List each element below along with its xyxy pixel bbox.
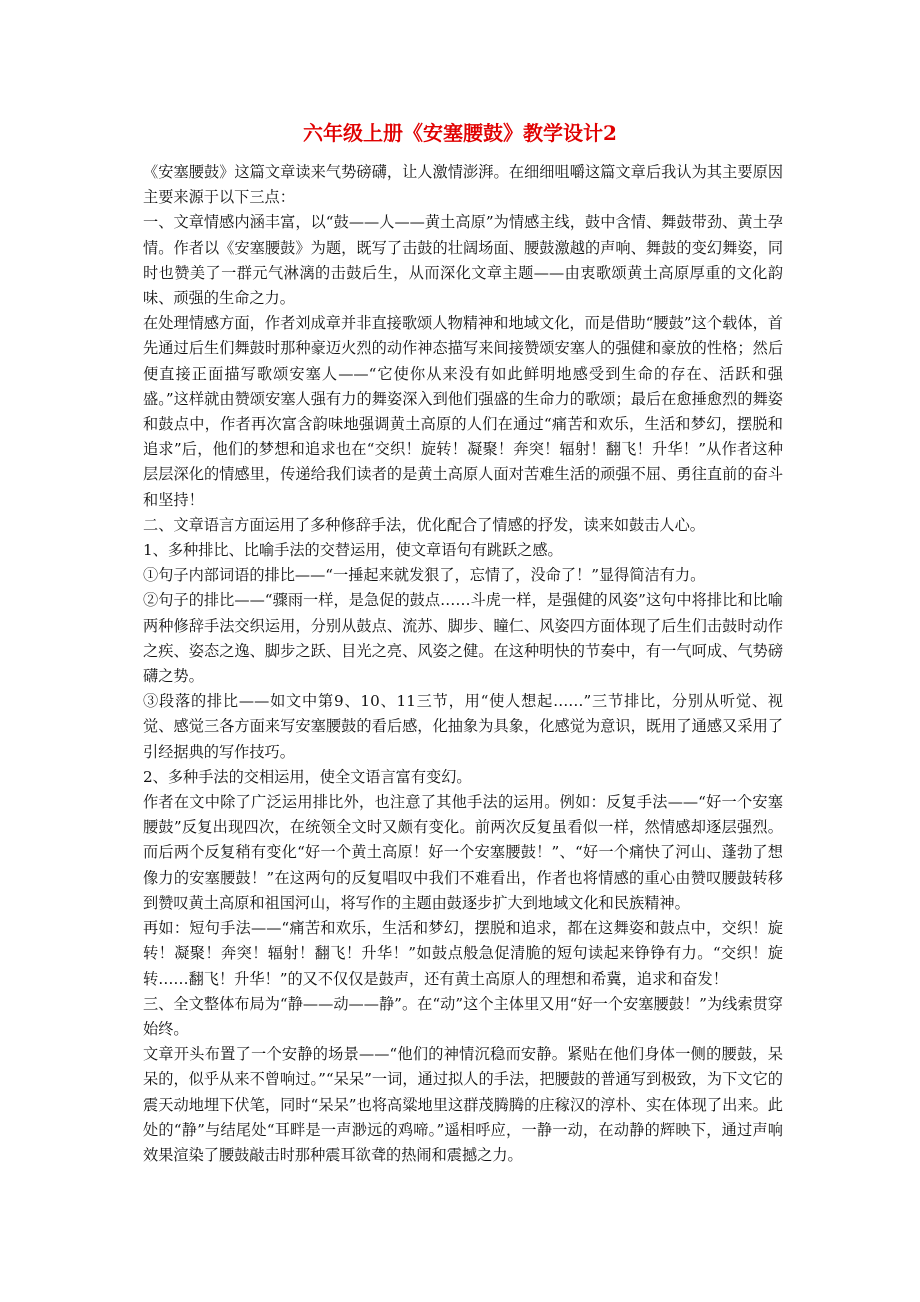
paragraph-subpoint-2: 2、多种手法的交相运用，使全文语言富有变幻。: [143, 767, 472, 786]
paragraph-intro: 《安塞腰鼓》这篇文章读来气势磅礴，让人激情澎湃。在细细咀嚼这篇文章后我认为其主要原因主要来源于以下三点：: [143, 163, 783, 207]
paragraph-point-three: 三、全文整体布局为“静——动——静”。在“动”这个主体里又用“好一个安塞腰鼓！”为线索贯穿始终。: [143, 994, 783, 1038]
paragraph-item-2: ②句子的排比——“骤雨一样，是急促的鼓点……斗虎一样，是强健的风姿”这句中将排比和比喻两种修辞手法交织运用，分别从鼓点、流苏、脚步、瞳仁、风姿四方面体现了后生们击鼓时动作之疾、姿态之逸、脚步之跃、目光之亮、风姿之健。在这种明快的节奏中，有一气呵成、气势磅礴之势。: [143, 591, 783, 686]
document-body: [143, 160, 783, 1168]
paragraph-item-1: ①句子内部词语的排比——“一捶起来就发狠了，忘情了，没命了！”显得简洁有力。: [143, 566, 706, 585]
paragraph-opening-scene: 文章开头布置了一个安静的场景——“他们的神情沉稳而安静。紧贴在他们身体一侧的腰鼓，呆呆的，似乎从来不曾响过。”“呆呆”一词，通过拟人的手法，把腰鼓的普通写到极致，为下文它的震天动地埋下伏笔，同时“呆呆”也将高粱地里这群茂腾腾的庄稼汉的淳朴、实在体现了出来。此处的“静”与结尾处“耳畔是一声渺远的鸡啼。”遥相呼应，一静一动，在动静的辉映下，通过声响效果渲染了腰鼓敲击时那种震耳欲聋的热闹和震撼之力。: [143, 1045, 783, 1164]
paragraph-subpoint-1: 1、多种排比、比喻手法的交替运用，使文章语句有跳跃之感。: [143, 541, 563, 560]
paragraph-emotion-handling: 在处理情感方面，作者刘成章并非直接歌颂人物精神和地域文化，而是借助“腰鼓”这个载体，首先通过后生们舞鼓时那种豪迈火烈的动作神态描写来间接赞颂安塞人的强健和豪放的性格；然后便直接正面描写歌颂安塞人——“它使你从来没有如此鲜明地感受到生命的存在、活跃和强盛。”这样就由赞颂安塞人强有力的舞姿深入到他们强盛的生命力的歌颂；最后在愈捶愈烈的舞姿和鼓点中，作者再次富含韵味地强调黄土高原的人们在通过“痛苦和欢乐，生活和梦幻，摆脱和追求”后，他们的梦想和追求也在“交织！旋转！凝聚！奔突！辐射！翻飞！升华！”从作者这种层层深化的情感里，传递给我们读者的是黄土高原人面对苦难生活的顽强不屈、勇往直前的奋斗和坚持！: [143, 314, 783, 509]
paragraph-repetition: 作者在文中除了广泛运用排比外，也注意了其他手法的运用。例如：反复手法——“好一个安塞腰鼓”反复出现四次，在统领全文时又颇有变化。前两次反复虽看似一样，然情感却逐层强烈。而后两个反复稍有变化“好一个黄土高原！好一个安塞腰鼓！”、“好一个痛快了河山、蓬勃了想像力的安塞腰鼓！”在这两句的反复唱叹中我们不难看出，作者也将情感的重心由赞叹腰鼓转移到赞叹黄土高原和祖国河山，将写作的主题由鼓逐步扩大到地域文化和民族精神。: [143, 793, 783, 912]
paragraph-point-two: 二、文章语言方面运用了多种修辞手法，优化配合了情感的抒发，读来如鼓击人心。: [143, 515, 705, 534]
paragraph-short-sentences: 再如：短句手法——“痛苦和欢乐，生活和梦幻，摆脱和追求，都在这舞姿和鼓点中，交织！旋转！凝聚！奔突！辐射！翻飞！升华！”如鼓点般急促清脆的短句读起来铮铮有力。“交织！旋转……翻飞！升华！”的又不仅仅是鼓声，还有黄土高原人的理想和希冀，追求和奋发！: [143, 919, 783, 988]
document-title: 六年级上册《安塞腰鼓》教学设计2: [303, 121, 617, 145]
paragraph-point-one: 一、文章情感内涵丰富，以“鼓——人——黄土高原”为情感主线，鼓中含情、舞鼓带劲、黄土孕情。作者以《安塞腰鼓》为题，既写了击鼓的壮阔场面、腰鼓激越的声响、舞鼓的变幻舞姿，同时也赞美了一群元气淋漓的击鼓后生，从而深化文章主题——由衷歌颂黄土高原厚重的文化韵味、顽强的生命之力。: [143, 213, 783, 308]
paragraph-item-3: ③段落的排比——如文中第9、10、11三节，用“使人想起……”三节排比，分别从听觉、视觉、感觉三各方面来写安塞腰鼓的看后感，化抽象为具象，化感觉为意识，既用了通感又采用了引经据典的写作技巧。: [143, 692, 783, 761]
